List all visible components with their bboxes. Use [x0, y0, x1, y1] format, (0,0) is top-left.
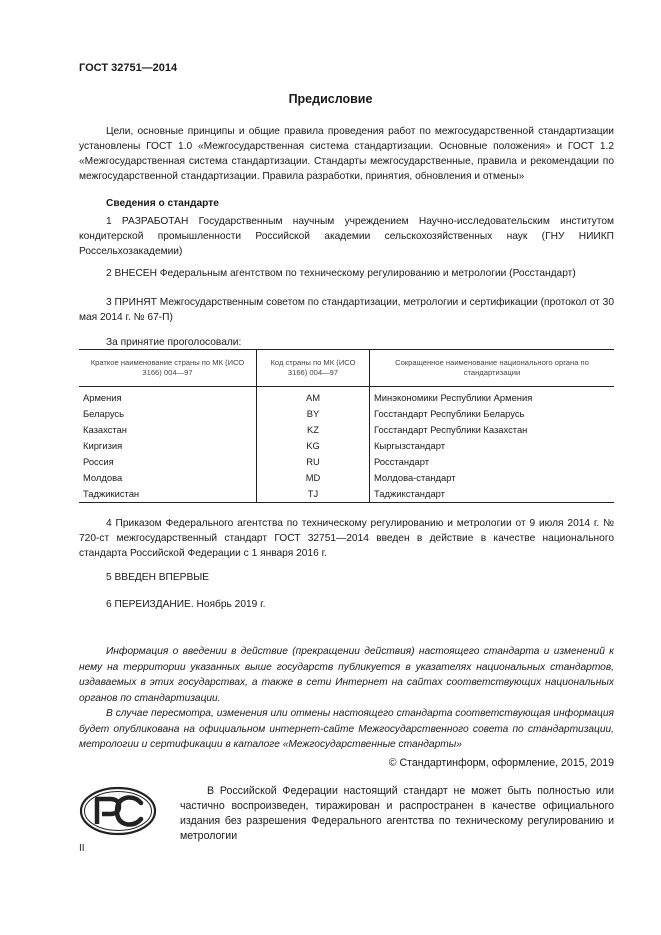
page-number: II [79, 843, 85, 854]
cell-country: Армения [79, 387, 257, 407]
logo-svg [79, 786, 157, 836]
cell-body: Госстандарт Республики Беларусь [374, 408, 525, 419]
cell-code: AM [257, 387, 370, 407]
item-1-block [79, 214, 614, 259]
item-4: 4 Приказом Федерального агентства по техническому регулированию и метрологии от 9 июля 2014 г. № 720-ст межгосударственный стандарт ГОСТ 32751—2014 введен в действие в качестве национального стандарта Российской Федерации с 1 января 2016 г. [79, 518, 614, 559]
voting-table [79, 349, 614, 503]
vote-label: За принятие проголосовали: [106, 337, 242, 348]
cell-body: Таджикстандарт [370, 486, 615, 503]
item-5: 5 ВВЕДЕН ВПЕРВЫЕ [106, 572, 210, 583]
cell-body: Молдова-стандарт [374, 472, 456, 483]
item-3-block [79, 295, 614, 325]
page-title: Предисловие [288, 92, 373, 106]
item-4-block [79, 516, 614, 561]
item-6: 6 ПЕРЕИЗДАНИЕ. Ноябрь 2019 г. [106, 599, 266, 610]
info-paragraph-1: Информация о введении в действие (прекращении действия) настоящего стандарта и изменений к нему на территории указанных выше государств публикуется в указателях национальных стандартов, издаваемых в этих государствах, а также в сети Интернет на сайтах соответствующих национальных органов по стандартизации. [79, 646, 614, 704]
item-2-block [79, 266, 614, 281]
table-row [79, 470, 614, 486]
table-row [79, 387, 614, 407]
table-row [79, 454, 614, 470]
column-header-country: Краткое наименование страны по МК (ИСО 3166) 004—97 [79, 350, 257, 387]
cell-country: Молдова [79, 470, 257, 486]
info-paragraph-2: В случае пересмотра, изменения или отмены настоящего стандарта соответствующая информация будет опубликована на официальном интернет-сайте Межгосударственного совета по стандартизации, метрологии и сертификации в каталоге «Межгосударственные стандарты» [79, 708, 614, 750]
cell-country: Беларусь [79, 406, 257, 422]
item-2: 2 ВНЕСЕН Федеральным агентством по техническому регулированию и метрологии (Росстандарт) [106, 268, 576, 279]
item-3: 3 ПРИНЯТ Межгосударственным советом по стандартизации, метрологии и сертификации (протокол от 30 мая 2014 г. № 67-П) [79, 297, 614, 323]
cell-code: BY [257, 406, 370, 422]
cell-country: Казахстан [79, 422, 257, 438]
cell-code: MD [257, 470, 370, 486]
copyright-line: © Стандартинформ, оформление, 2015, 2019 [388, 757, 614, 769]
cell-country: Россия [79, 454, 257, 470]
cell-body: Минэкономики Республики Армения [374, 392, 533, 403]
cell-code: KG [257, 438, 370, 454]
cell-code: TJ [257, 486, 370, 503]
item-1: 1 РАЗРАБОТАН Государственным научным учреждением Научно-исследовательским институтом кондитерской промышленности Российской академии сельскохозяйственных наук (ГНУ НИИКП Россельхозакадемии) [79, 216, 614, 257]
table-row [79, 422, 614, 438]
vote-label-block [79, 335, 614, 350]
cell-code: RU [257, 454, 370, 470]
table-row [79, 486, 614, 503]
copyright-notice [180, 784, 614, 844]
intro-paragraph [79, 124, 614, 184]
cell-body: Росстандарт [374, 456, 429, 467]
cell-country: Таджикистан [79, 486, 257, 503]
section-heading: Сведения о стандарте [106, 198, 219, 209]
column-header-code: Код страны по МК (ИСО 3166) 004—97 [257, 350, 370, 387]
cell-code: KZ [257, 422, 370, 438]
item-5-block [79, 570, 614, 585]
table-row [79, 406, 614, 422]
cell-body: Кыргызстандарт [374, 440, 446, 451]
table-header-row [79, 350, 614, 387]
column-header-body: Сокращенное наименование национального органа по стандартизации [370, 350, 615, 387]
table-row [79, 438, 614, 454]
document-header: ГОСТ 32751—2014 [79, 62, 178, 74]
section-heading-block [79, 196, 614, 211]
item-6-block [79, 597, 614, 612]
cell-body: Госстандарт Республики Казахстан [374, 424, 528, 435]
cell-country: Киргизия [79, 438, 257, 454]
intro-text: Цели, основные принципы и общие правила проведения работ по межгосударственной стандартизации установлены ГОСТ 1.0 «Межгосударственная система стандартизации. Основные положения» и ГОСТ 1.2 «Межгосударственная система стандартизации. Стандарты межгосударственные, правила и рекомендации по межгосударственной стандартизации. Правила разработки, принятия, обновления и отмены» [79, 126, 614, 182]
info-block [79, 644, 614, 753]
rst-certification-mark-icon [79, 786, 157, 836]
notice-text: В Российской Федерации настоящий стандарт не может быть полностью или частично воспроизведен, тиражирован и распространен в качестве официального издания без разрешения Федерального агентства по техническому регулированию и метрологии [180, 785, 614, 842]
